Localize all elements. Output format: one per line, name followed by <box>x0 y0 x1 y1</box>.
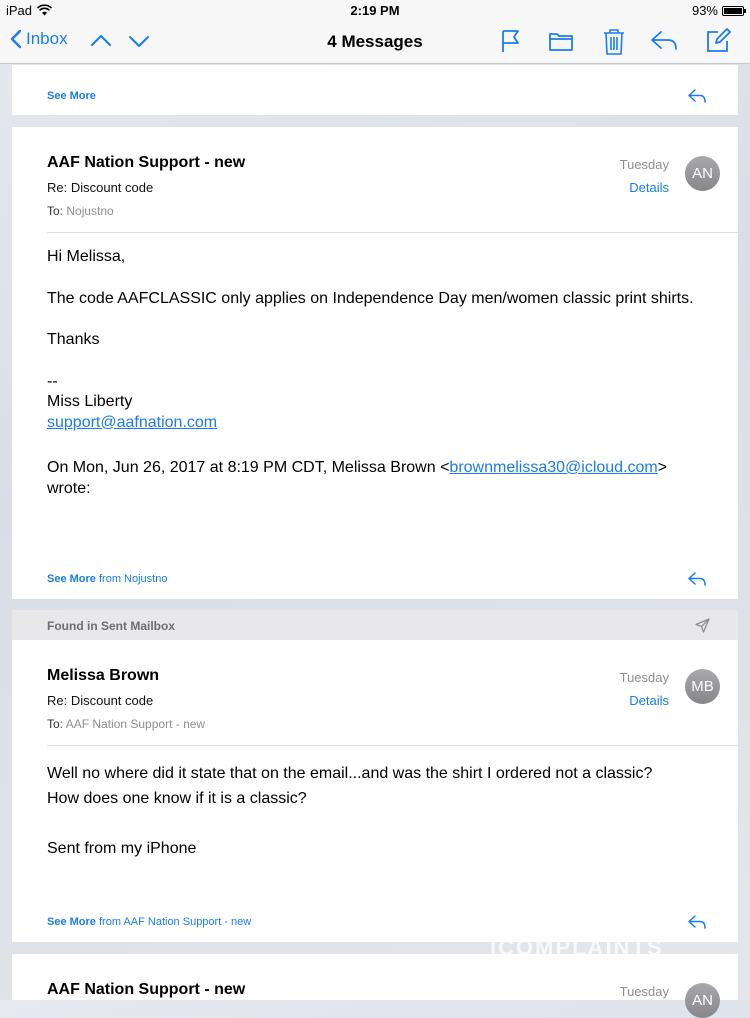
thanks-line: Thanks <box>47 331 100 348</box>
page-title: 4 Messages <box>327 32 423 51</box>
sender-name: AAF Nation Support - new <box>47 154 246 171</box>
back-label: Inbox <box>26 29 68 48</box>
see-more-link[interactable]: See More from Nojustno <box>47 573 168 585</box>
subject-line: Re: Discount code <box>47 693 154 708</box>
greeting: Hi Melissa, <box>47 248 126 265</box>
status-bar <box>0 0 750 20</box>
message-date: Tuesday <box>619 157 669 172</box>
flag-icon[interactable] <box>500 28 522 54</box>
body-line: How does one know if it is a classic? <box>47 790 307 807</box>
reply-icon[interactable] <box>650 28 678 54</box>
header-divider <box>47 232 738 233</box>
battery-icon <box>722 6 744 16</box>
recipient-name[interactable]: AAF Nation Support - new <box>65 717 206 731</box>
message-card-previous <box>12 65 738 115</box>
signature-dash: -- <box>47 372 58 390</box>
sender-name: AAF Nation Support - new <box>47 981 246 998</box>
avatar[interactable]: MB <box>685 669 720 704</box>
battery-percent: 93% <box>691 3 718 18</box>
sent-mailbox-label: Found in Sent Mailbox <box>47 619 175 633</box>
recipient-line: To: Nojustno <box>47 204 114 218</box>
message-card-aaf-support <box>12 127 738 599</box>
body-paragraph: The code AAFCLASSIC only applies on Independence Day men/women classic print shirts. <box>47 289 694 307</box>
signature-name: Miss Liberty <box>47 393 133 410</box>
message-body <box>47 247 707 499</box>
recipient-name[interactable]: Nojustno <box>66 204 114 218</box>
avatar[interactable]: AN <box>685 983 720 1018</box>
avatar[interactable]: AN <box>685 156 720 191</box>
signature-line: Sent from my iPhone <box>47 840 197 857</box>
message-card-melissa <box>12 640 738 942</box>
details-link[interactable]: Details <box>629 180 669 195</box>
nav-bar <box>0 20 750 64</box>
see-more-link[interactable]: See More <box>47 90 96 102</box>
message-body <box>47 761 707 861</box>
status-time: 2:19 PM <box>350 3 400 18</box>
sender-name: Melissa Brown <box>47 667 160 684</box>
folder-icon[interactable] <box>548 28 574 54</box>
signature-email-link[interactable]: support@aafnation.com <box>47 413 218 431</box>
recipient-line: To: AAF Nation Support - new <box>47 717 206 731</box>
header-divider <box>47 745 738 746</box>
reply-icon[interactable] <box>688 88 706 104</box>
status-right <box>692 3 744 18</box>
device-label: iPad <box>6 3 33 18</box>
subject-line: Re: Discount code <box>47 180 154 195</box>
quote-header: On Mon, Jun 26, 2017 at 8:19 PM CDT, Melissa Brown <brownmelissa30@icloud.com> wrote: <box>47 459 668 497</box>
see-more-link[interactable]: See More from AAF Nation Support - new <box>47 916 252 928</box>
sent-paper-plane-icon <box>695 618 710 633</box>
reply-icon[interactable] <box>688 914 706 930</box>
details-link[interactable]: Details <box>629 693 669 708</box>
trash-icon[interactable] <box>602 28 626 56</box>
sent-mailbox-banner <box>12 610 738 640</box>
message-date: Tuesday <box>619 984 669 999</box>
body-line: Well no where did it state that on the email...and was the shirt I ordered not a classic? <box>47 765 653 782</box>
reply-icon[interactable] <box>688 571 706 587</box>
quote-email-link[interactable]: brownmelissa30@icloud.com <box>449 459 658 476</box>
watermark: ICOMPLAINTS <box>490 935 664 960</box>
compose-icon[interactable] <box>705 28 731 54</box>
message-date: Tuesday <box>619 670 669 685</box>
